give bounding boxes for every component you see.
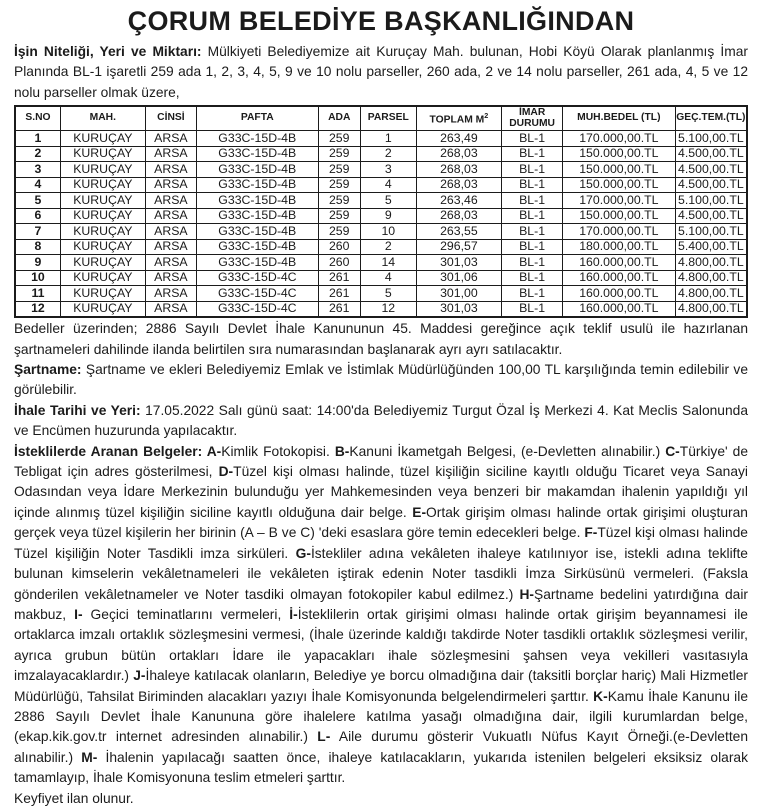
table-cell: 259 — [318, 162, 360, 178]
table-row — [15, 177, 747, 193]
table-row — [15, 301, 747, 317]
table-cell: BL-1 — [502, 193, 563, 209]
table-cell: BL-1 — [502, 146, 563, 162]
table-cell: 2 — [15, 146, 60, 162]
bold-text-run: L- — [317, 729, 331, 745]
table-cell: ARSA — [145, 131, 196, 147]
column-header: PARSEL — [360, 106, 416, 131]
text-run: Ortak girişim olması halinde ortak girişimi oluşturan gerçek veya tüzel kişilerin her birinin (A – B ve C) 'deki esaslara göre temin edecekleri belge. — [14, 504, 748, 541]
table-cell: 259 — [318, 208, 360, 224]
table-cell: 5.100,00.TL — [675, 224, 747, 240]
table-cell: 4.800,00.TL — [675, 270, 747, 286]
column-header: S.NO — [15, 106, 60, 131]
column-header: PAFTA — [197, 106, 319, 131]
table-cell: 4 — [360, 270, 416, 286]
bold-text-run: İsteklilerde Aranan Belgeler: — [14, 443, 207, 459]
table-cell: ARSA — [145, 193, 196, 209]
table-cell: 261 — [318, 270, 360, 286]
table-cell: G33C-15D-4B — [197, 255, 319, 271]
parcels-table-header — [15, 106, 747, 131]
table-cell: ARSA — [145, 270, 196, 286]
table-row — [15, 146, 747, 162]
text-run: Geçici teminatlarını vermeleri, — [82, 606, 290, 622]
table-cell: 7 — [15, 224, 60, 240]
table-cell: KURUÇAY — [60, 224, 145, 240]
paragraph-intro — [14, 42, 748, 103]
text-run: Tüzel kişi olması halinde Tüzel kişiliğin Noter Tasdikli imza sirküleri. — [14, 525, 748, 561]
table-cell: 170.000,00.TL — [562, 224, 675, 240]
table-cell: KURUÇAY — [60, 270, 145, 286]
table-cell: 263,46 — [416, 193, 502, 209]
table-cell: 4.800,00.TL — [675, 301, 747, 317]
table-cell: BL-1 — [502, 131, 563, 147]
table-cell: 296,57 — [416, 239, 502, 255]
table-cell: G33C-15D-4C — [197, 301, 319, 317]
table-row — [15, 255, 747, 271]
table-cell: 301,00 — [416, 286, 502, 302]
table-cell: 170.000,00.TL — [562, 193, 675, 209]
table-cell: 268,03 — [416, 208, 502, 224]
table-cell: KURUÇAY — [60, 146, 145, 162]
text-run: İhaleye katılacak olanların, Belediye ye borcu olmadığına dair (taksitli borçlar hariç) Mali Hizmetler Müdürlüğü, Tahsilat Biriminden alacakları yazıyı İhale Komisyonunda belgelendirmeleri şarttır. — [14, 668, 749, 704]
table-cell: 268,03 — [416, 146, 502, 162]
text-run: Şartname ve ekleri Belediyemiz Emlak ve İstimlak Müdürlüğünden 100,00 TL karşılığında temin edilebilir ve görülebilir. — [14, 362, 749, 398]
column-header: MUH.BEDEL (TL) — [562, 106, 675, 131]
table-cell: 4.500,00.TL — [675, 177, 747, 193]
column-header: ADA — [318, 106, 360, 131]
table-cell: ARSA — [145, 255, 196, 271]
table-cell: 3 — [360, 162, 416, 178]
column-header: CİNSİ — [145, 106, 196, 131]
table-row — [15, 162, 747, 178]
text-run: İstekliler adına vekâleten ihaleye katılınıyor ise, istekli adına teklifte bulunan kimselerin vekâletnameleri ile vekâleten iştirak edenin Noter tasdikli İmza Sirküsünü vermeleri. (Faksla gönderilen vekâletnameler ve Noter tasdiki olmayan fotokopiler kabul edilmez.) — [14, 545, 748, 602]
table-header-row — [15, 106, 747, 131]
table-cell: G33C-15D-4C — [197, 270, 319, 286]
table-cell: KURUÇAY — [60, 255, 145, 271]
table-cell: G33C-15D-4B — [197, 131, 319, 147]
table-cell: 4 — [15, 177, 60, 193]
table-cell: 3 — [15, 162, 60, 178]
table-cell: 261 — [318, 286, 360, 302]
table-cell: G33C-15D-4B — [197, 193, 319, 209]
bold-text-run: C- — [665, 443, 680, 459]
text-run: İsteklilerin ortak girişimi olması halinde ortak girişim beyannamesi ile ortaklarca imzalı ortaklık sözleşmesini vermesi, (İhale üzerinde kaldığı takdirde Noter tasdikli ortaklık sözleşmesi verilir, ayrıca grubun bütün ortakları İdare ile yapacakları ihale sözleşmesini şahsen veya vekilleri vasıtasıyla imzalayacaklardır.) — [14, 606, 748, 684]
table-cell: 5.100,00.TL — [675, 131, 747, 147]
text-run: Türkiye' de Tebligat için adres gösterilmesi, — [14, 443, 749, 480]
paragraph-sartname — [14, 360, 748, 401]
table-cell: 4.500,00.TL — [675, 146, 747, 162]
table-cell: 259 — [318, 131, 360, 147]
table-cell: G33C-15D-4B — [197, 177, 319, 193]
table-cell: ARSA — [145, 162, 196, 178]
table-cell: 4.500,00.TL — [675, 208, 747, 224]
bold-text-run: Şartname: — [14, 362, 86, 378]
column-header: İMAR DURUMU — [502, 106, 563, 131]
bold-text-run: K- — [593, 688, 608, 704]
table-cell: ARSA — [145, 177, 196, 193]
table-cell: 6 — [15, 208, 60, 224]
bold-text-run: J- — [133, 668, 146, 684]
table-cell: BL-1 — [502, 162, 563, 178]
table-cell: 268,03 — [416, 162, 502, 178]
table-cell: 263,49 — [416, 131, 502, 147]
table-cell: 301,03 — [416, 255, 502, 271]
table-row — [15, 224, 747, 240]
table-cell: 8 — [15, 239, 60, 255]
table-cell: BL-1 — [502, 301, 563, 317]
table-row — [15, 270, 747, 286]
bold-text-run: B- — [334, 443, 350, 459]
table-cell: 301,03 — [416, 301, 502, 317]
paragraph-bedeller — [14, 319, 748, 360]
table-cell: 2 — [360, 146, 416, 162]
text-run: Mülkiyeti Belediyemize ait Kuruçay Mah. bulunan, Hobi Köyü Olarak planlanmış İmar Planında BL-1 işaretli 259 ada 1, 2, 3, 4, 5, 9 ve 10 nolu parseller, 260 ada, 2 ve 14 nolu parseller, 261 ada, 4, 5 ve 12 nolu parseller olmak üzere, — [14, 44, 748, 100]
parcels-table-body — [15, 131, 747, 318]
table-cell: 14 — [360, 255, 416, 271]
table-cell: KURUÇAY — [60, 131, 145, 147]
text-run: Keyfiyet ilan olunur. — [14, 790, 134, 806]
paragraph-keyfiyet — [14, 789, 748, 809]
table-cell: 160.000,00.TL — [562, 286, 675, 302]
table-cell: 5 — [360, 286, 416, 302]
text-run: Aile durumu gösterir Vukuatlı Nüfus Kayıt Örneği.(e-Devletten alınabilir.) — [14, 729, 748, 765]
table-cell: KURUÇAY — [60, 208, 145, 224]
table-cell: 301,06 — [416, 270, 502, 286]
bold-text-run: İşin Niteliği, Yeri ve Miktarı: — [14, 44, 208, 59]
table-cell: 2 — [360, 239, 416, 255]
text-run: 17.05.2022 Salı günü saat: 14:00'da Belediyemiz Turgut Özal İş Merkezi 4. Kat Meclis Salonunda ve Encümen huzurunda yapılacaktır. — [14, 402, 749, 439]
table-cell: 150.000,00.TL — [562, 146, 675, 162]
bold-text-run: H- — [519, 586, 534, 602]
bold-text-run: İhale Tarihi ve Yeri: — [14, 402, 146, 418]
text-run: Kanuni İkametgah Belgesi, (e-Devletten alınabilir.) — [349, 443, 666, 459]
table-cell: 1 — [15, 131, 60, 147]
table-cell: G33C-15D-4C — [197, 286, 319, 302]
text-run: Bedeller üzerinden; 2886 Sayılı Devlet İhale Kanununun 45. Maddesi gereğince açık teklif usulü ile hazırlanan şartnameleri dahilinde ilanda belirtilen sıra numarasından başlanarak ayrı ayrı satılacaktır. — [14, 321, 748, 357]
table-cell: KURUÇAY — [60, 301, 145, 317]
table-cell: ARSA — [145, 286, 196, 302]
table-cell: 11 — [15, 286, 60, 302]
bold-text-run: A- — [206, 443, 222, 459]
table-cell: 170.000,00.TL — [562, 131, 675, 147]
table-cell: G33C-15D-4B — [197, 162, 319, 178]
table-cell: 9 — [360, 208, 416, 224]
table-row — [15, 193, 747, 209]
text-run: Şartname bedelini yatırdığına dair makbuz, — [14, 586, 748, 622]
column-header: GEÇ.TEM.(TL) — [675, 106, 747, 131]
table-row — [15, 208, 747, 224]
bold-text-run: F- — [584, 525, 598, 541]
table-cell: 260 — [318, 239, 360, 255]
announcement-body-text — [14, 319, 748, 809]
table-cell: 260 — [318, 255, 360, 271]
table-cell: G33C-15D-4B — [197, 239, 319, 255]
table-cell: BL-1 — [502, 177, 563, 193]
table-cell: BL-1 — [502, 224, 563, 240]
table-row — [15, 239, 747, 255]
table-cell: 5 — [15, 193, 60, 209]
table-cell: 268,03 — [416, 177, 502, 193]
text-run: Tüzel kişi olması halinde, tüzel kişiliğin siciline kayıtlı olduğu Ticaret veya Sanayi Odasından veya İdare Merkezinin bulunduğu yer Mahkemesinden veya benzeri bir makamdan ihalenin yapıldığı yıl içinde alınmış tüzel kişiliğin siciline kayıtlı olduğuna dair belge. — [14, 464, 748, 520]
table-cell: 4.800,00.TL — [675, 286, 747, 302]
table-cell: 9 — [15, 255, 60, 271]
table-cell: 12 — [360, 301, 416, 317]
table-cell: BL-1 — [502, 286, 563, 302]
bold-text-run: E- — [412, 504, 427, 520]
table-cell: 160.000,00.TL — [562, 270, 675, 286]
bold-text-run: I- — [74, 606, 83, 622]
table-cell: 4.800,00.TL — [675, 255, 747, 271]
table-cell: 259 — [318, 177, 360, 193]
table-cell: BL-1 — [502, 270, 563, 286]
table-row — [15, 286, 747, 302]
table-cell: 5 — [360, 193, 416, 209]
table-cell: 259 — [318, 224, 360, 240]
table-cell: BL-1 — [502, 255, 563, 271]
text-run: İhalenin yapılacağı saatten önce, ihaleye katılacakların, yukarıda istenilen belgeleri eksiksiz olarak tamamlayıp, İhale Komisyonuna teslim etmeleri şarttır. — [14, 749, 748, 786]
table-cell: KURUÇAY — [60, 239, 145, 255]
table-cell: ARSA — [145, 146, 196, 162]
table-cell: ARSA — [145, 208, 196, 224]
bold-text-run: M- — [81, 749, 98, 765]
table-cell: 150.000,00.TL — [562, 177, 675, 193]
column-header: MAH. — [60, 106, 145, 131]
table-cell: G33C-15D-4B — [197, 224, 319, 240]
table-cell: 4 — [360, 177, 416, 193]
bold-text-run: D- — [218, 464, 234, 480]
text-run: Kimlik Fotokopisi. — [221, 443, 335, 459]
parcels-table — [14, 105, 748, 318]
table-cell: KURUÇAY — [60, 193, 145, 209]
table-row — [15, 131, 747, 147]
paragraph-aranan-belgeler — [14, 442, 748, 789]
superscript: 2 — [484, 111, 489, 121]
table-cell: BL-1 — [502, 239, 563, 255]
bold-text-run: G- — [295, 545, 311, 561]
table-cell: G33C-15D-4B — [197, 146, 319, 162]
table-cell: 12 — [15, 301, 60, 317]
table-cell: 259 — [318, 146, 360, 162]
table-cell: G33C-15D-4B — [197, 208, 319, 224]
table-cell: KURUÇAY — [60, 177, 145, 193]
table-cell: 180.000,00.TL — [562, 239, 675, 255]
text-run: Kamu İhale Kanunu ile 2886 Sayılı Devlet İhale Kanununa göre ihalelere katılma yasağı olmadığına dair, ilgili kurumlardan belge,(ekap.kik.gov.tr internet adresinden alınabilir.) — [14, 688, 748, 745]
table-cell: 150.000,00.TL — [562, 162, 675, 178]
table-cell: 1 — [360, 131, 416, 147]
table-cell: 10 — [15, 270, 60, 286]
table-cell: 5.400,00.TL — [675, 239, 747, 255]
table-cell: KURUÇAY — [60, 162, 145, 178]
table-cell: 5.100,00.TL — [675, 193, 747, 209]
column-header: TOPLAM $M^2$ — [416, 106, 502, 131]
paragraph-ihale-tarihi — [14, 401, 748, 442]
table-cell: KURUÇAY — [60, 286, 145, 302]
table-cell: 261 — [318, 301, 360, 317]
table-cell: ARSA — [145, 301, 196, 317]
table-cell: 263,55 — [416, 224, 502, 240]
document-title: ÇORUM BELEDİYE BAŞKANLIĞINDAN — [127, 6, 635, 36]
table-cell: 10 — [360, 224, 416, 240]
table-cell: 160.000,00.TL — [562, 255, 675, 271]
table-cell: ARSA — [145, 239, 196, 255]
table-cell: 259 — [318, 193, 360, 209]
table-cell: BL-1 — [502, 208, 563, 224]
table-cell: 150.000,00.TL — [562, 208, 675, 224]
table-cell: 4.500,00.TL — [675, 162, 747, 178]
table-cell: ARSA — [145, 224, 196, 240]
table-cell: 160.000,00.TL — [562, 301, 675, 317]
bold-text-run: İ- — [289, 606, 298, 622]
